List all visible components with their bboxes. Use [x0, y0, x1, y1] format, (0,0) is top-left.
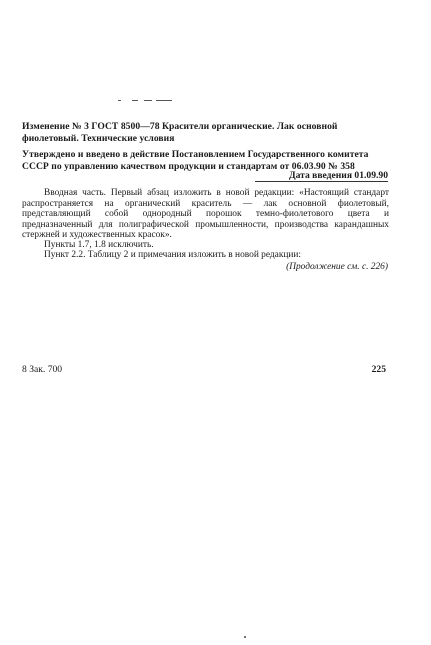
- print-speck: [244, 636, 246, 638]
- amendment-title: Изменение № 3 ГОСТ 8500—78 Красители органические. Лак основной фиолетовый. Технические условия: [22, 121, 338, 144]
- date-underline: [255, 181, 388, 182]
- approval-statement: Утверждено и введено в действие Постановлением Государственного комитета СССР по управлению качеством продукции и стандартам от 06.03.90 № 358: [22, 149, 369, 172]
- introduction-date: Дата введения 01.09.90: [288, 170, 388, 181]
- continuation-note: (Продолжение см. с. 226): [286, 262, 388, 272]
- print-marks: [118, 97, 172, 103]
- order-number: 8 Зак. 700: [22, 364, 63, 375]
- paragraph-items-excluded: Пункты 1.7, 1.8 исключить.: [44, 240, 154, 250]
- paragraph-table-change: Пункт 2.2. Таблицу 2 и примечания изложить в новой редакции:: [44, 250, 302, 260]
- paragraph-introduction: Вводная часть. Первый абзац изложить в новой редакции: «Настоящий стандарт распространяется на органический краситель — лак основной фиолетовый, представляющий собой однородный порошок темно-фиолетового цвета и предназначенный для полиграфической промышленности, производства карандашных стержней и художественных красок».: [22, 188, 389, 241]
- page-number: 225: [371, 364, 386, 375]
